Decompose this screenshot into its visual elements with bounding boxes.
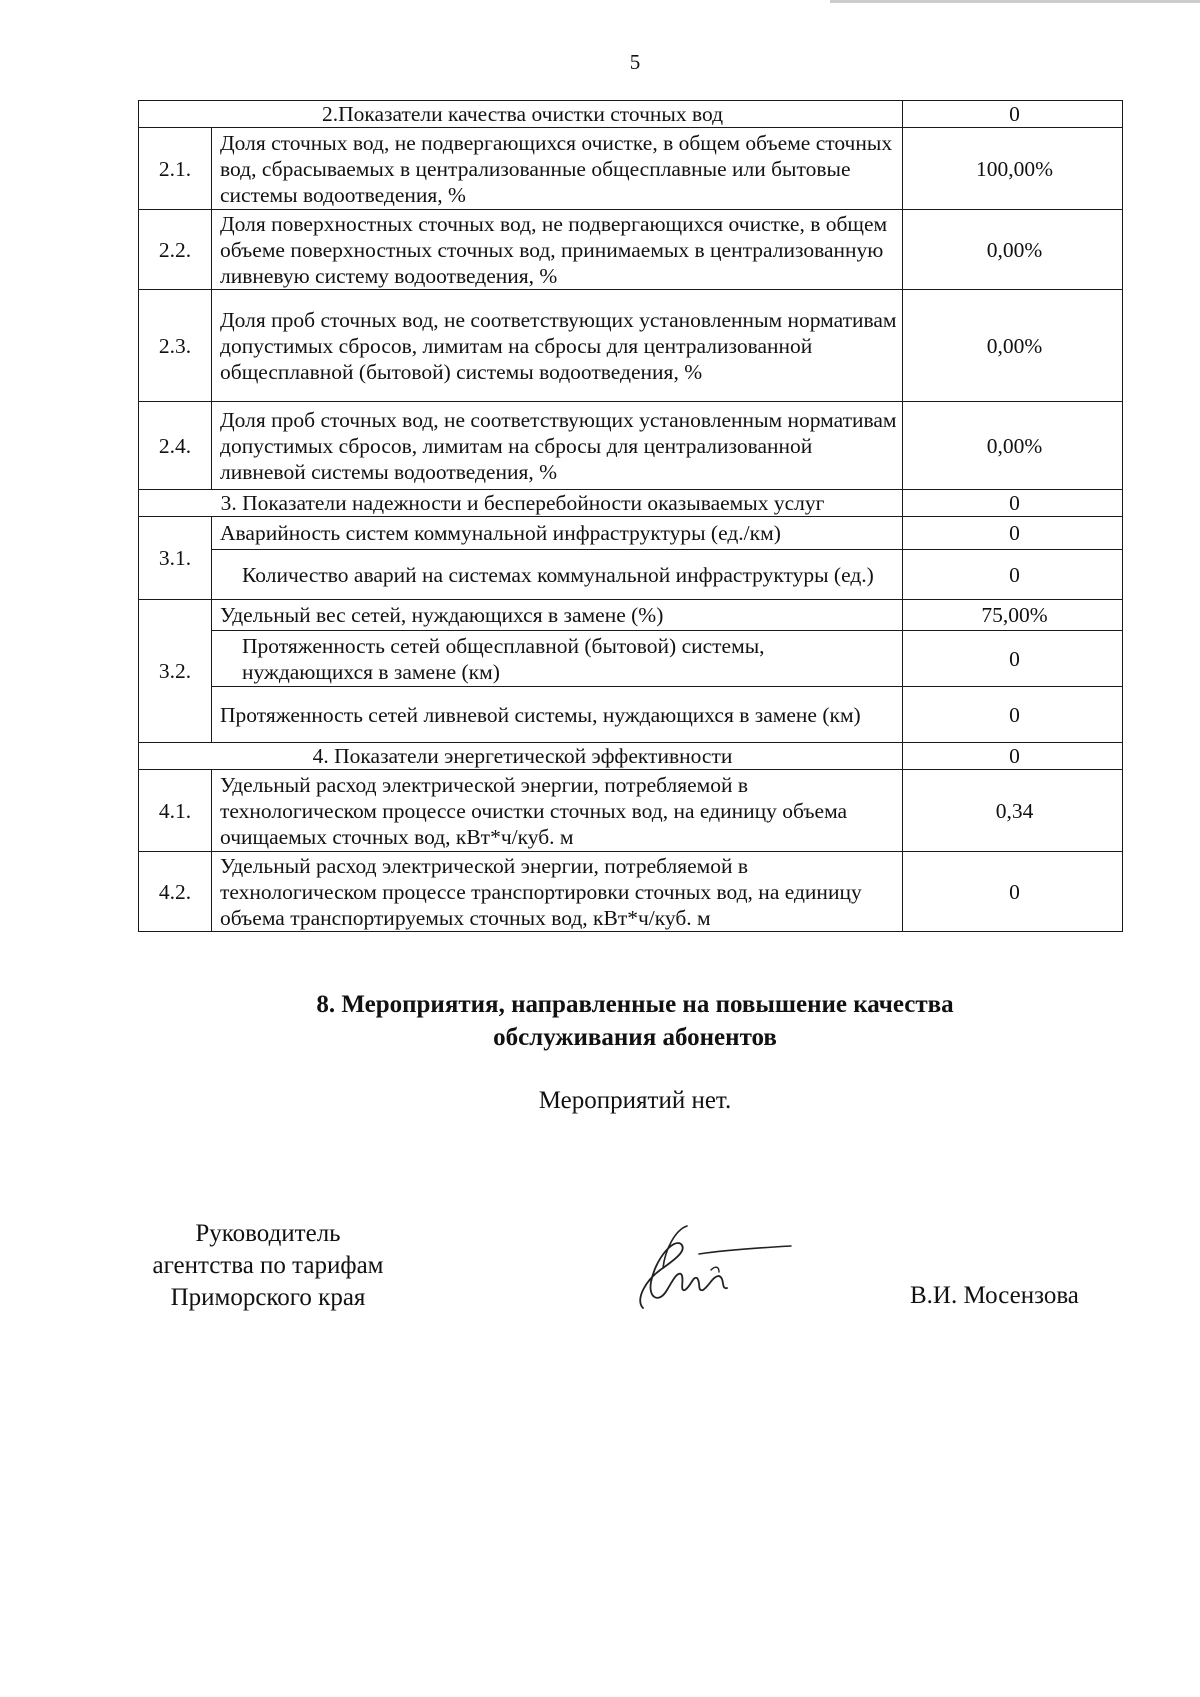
indicator-value-cell: 0 <box>903 550 1123 600</box>
row-number-cell: 3.2. <box>139 600 212 743</box>
page-number: 5 <box>629 50 641 74</box>
table-row <box>139 128 1123 210</box>
indicator-value-cell: 75,00% <box>903 600 1123 631</box>
table-row-section <box>139 743 1123 770</box>
section-title-cell: 2.Показатели качества очистки сточных вод <box>139 101 903 128</box>
indicator-name-cell: Удельный расход электрической энергии, потребляемой в технологическом процессе транспортировки сточных вод, на единицу объема транспортируемых сточных вод, кВт*ч/куб. м <box>212 852 903 932</box>
indicator-value-cell: 0,00% <box>903 402 1123 490</box>
indicator-name-cell: Доля проб сточных вод, не соответствующих установленным нормативам допустимых сбросов, лимитам на сбросы для централизованной ливневой системы водоотведения, % <box>212 402 903 490</box>
section-heading-line-2: обслуживания абонентов <box>493 1024 777 1051</box>
table-row <box>139 770 1123 852</box>
row-number-cell: 4.1. <box>139 770 212 852</box>
indicator-value-cell: 0 <box>903 631 1123 687</box>
table-row-section <box>139 101 1123 128</box>
table-row <box>139 210 1123 290</box>
row-number-cell: 4.2. <box>139 852 212 932</box>
scan-edge <box>830 0 1200 3</box>
table-row <box>139 631 1123 687</box>
indicator-name-cell: Количество аварий на системах коммунальной инфраструктуры (ед.) <box>212 550 903 600</box>
section-heading-line-1: 8. Мероприятия, направленные на повышение качества <box>316 991 954 1018</box>
section-title-cell: 4. Показатели энергетической эффективности <box>139 743 903 770</box>
row-number-cell: 2.4. <box>139 402 212 490</box>
indicator-name-cell: Аварийность систем коммунальной инфраструктуры (ед./км) <box>212 517 903 550</box>
table-row <box>139 852 1123 932</box>
indicator-name-cell: Доля поверхностных сточных вод, не подвергающихся очистке, в общем объеме поверхностных сточных вод, принимаемых в централизованную ливневую систему водоотведения, % <box>212 210 903 290</box>
handwritten-signature <box>615 1220 795 1320</box>
table-row <box>139 687 1123 743</box>
table-row <box>139 290 1123 402</box>
indicator-name-cell: Протяженность сетей ливневой системы, нуждающихся в замене (км) <box>212 687 903 743</box>
indicator-value-cell: 0 <box>903 687 1123 743</box>
signer-title-line-2: агентства по тарифам <box>152 1252 384 1279</box>
row-number-cell: 2.3. <box>139 290 212 402</box>
indicator-name-cell: Доля проб сточных вод, не соответствующих установленным нормативам допустимых сбросов, лимитам на сбросы для централизованной общесплавной (бытовой) системы водоотведения, % <box>212 290 903 402</box>
no-measures-text: Мероприятий нет. <box>538 1087 732 1114</box>
row-number-cell: 2.1. <box>139 128 212 210</box>
signer-title-line-1: Руководитель <box>195 1220 341 1247</box>
section-value-cell: 0 <box>903 743 1123 770</box>
indicator-name-cell: Удельный вес сетей, нуждающихся в замене (%) <box>212 600 903 631</box>
indicator-name-cell: Доля сточных вод, не подвергающихся очистке, в общем объеме сточных вод, сбрасываемых в централизованные общесплавные или бытовые системы водоотведения, % <box>212 128 903 210</box>
section-heading <box>0 988 1200 1054</box>
signer-title-line-3: Приморского края <box>170 1284 366 1311</box>
table-row <box>139 402 1123 490</box>
indicator-name-cell: Удельный расход электрической энергии, потребляемой в технологическом процессе очистки сточных вод, на единицу объема очищаемых сточных вод, кВт*ч/куб. м <box>212 770 903 852</box>
section-title-cell: 3. Показатели надежности и бесперебойности оказываемых услуг <box>139 490 903 517</box>
signer-name: В.И. Мосензова <box>910 1282 1079 1309</box>
section-value-cell: 0 <box>903 490 1123 517</box>
indicator-value-cell: 0,34 <box>903 770 1123 852</box>
table-row <box>139 600 1123 631</box>
indicator-value-cell: 0,00% <box>903 210 1123 290</box>
row-number-cell: 3.1. <box>139 517 212 600</box>
indicator-value-cell: 0 <box>903 517 1123 550</box>
indicator-value-cell: 0 <box>903 852 1123 932</box>
table-row <box>139 517 1123 550</box>
indicators-table <box>138 100 1123 932</box>
indicators-table-body <box>139 101 1123 932</box>
indicator-value-cell: 0,00% <box>903 290 1123 402</box>
indicator-name-cell: Протяженность сетей общесплавной (бытовой) системы, нуждающихся в замене (км) <box>212 631 903 687</box>
row-number-cell: 2.2. <box>139 210 212 290</box>
table-row <box>139 550 1123 600</box>
signer-title <box>128 1218 408 1314</box>
section-value-cell: 0 <box>903 101 1123 128</box>
table-row-section <box>139 490 1123 517</box>
indicator-value-cell: 100,00% <box>903 128 1123 210</box>
